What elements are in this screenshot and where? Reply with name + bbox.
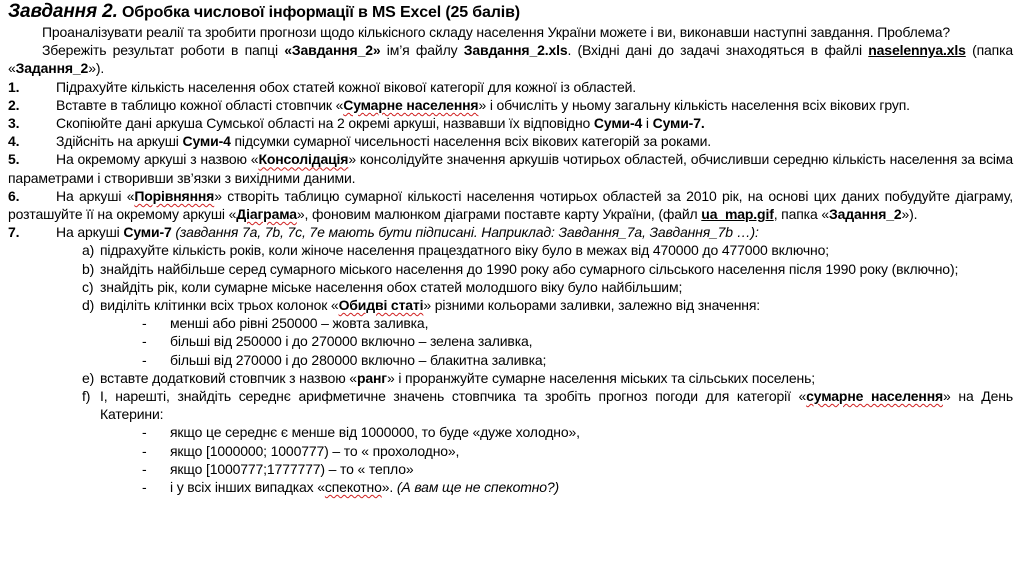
subtask-c-label: c) — [82, 278, 94, 295]
task-5-number: 5. — [8, 151, 20, 168]
subtask-b — [8, 260, 1013, 278]
save-text-5: »). — [88, 60, 105, 77]
bullet: - — [142, 479, 147, 496]
subtask-a-label: a) — [82, 242, 95, 259]
task-6-text-g: , папка « — [773, 206, 829, 223]
range-item — [8, 351, 1013, 369]
range-item — [8, 332, 1013, 350]
task-4 — [8, 132, 1013, 150]
task-6-number: 6. — [8, 187, 20, 204]
subtask-d-keyword: Обидві статі — [338, 297, 424, 314]
task-6-map-file: ua_map.gif — [701, 206, 774, 223]
save-folder: «Завдання_2» — [284, 42, 381, 59]
forecast-item-text: якщо [1000777;1777777) – то « тепло» — [170, 460, 414, 477]
task-3-sheet-2: Суми-7. — [652, 115, 705, 132]
task-7-number: 7. — [8, 224, 20, 241]
task-4-sheet: Суми-4 — [182, 133, 231, 150]
forecast-item — [8, 442, 1013, 460]
forecast-item-text: якщо це середнє є менше від 1000000, то буде «дуже холодно», — [170, 424, 580, 441]
task-6-text-e: », фоновим малюнком діаграми поставте карту України, (файл — [296, 206, 702, 223]
task-6-folder: Задання_2 — [828, 206, 902, 223]
task-3 — [8, 114, 1013, 132]
task-6-text-c: » створіть таблицю сумарної кількості населення чотирьох областей за 2010 рік, на основі цих даних побудуйте діаграму, розташуйте її на окремому аркуші « — [8, 187, 1013, 223]
task-2-keyword: Сумарне населення — [343, 96, 479, 113]
task-3-text-a: Скопіюйте дані аркуша Сумської області на 2 окремі аркуші, назвавши їх відповідно — [56, 115, 594, 132]
task-1-number: 1. — [8, 78, 20, 95]
task-6 — [8, 187, 1013, 223]
task-7-note: (завдання 7а, 7b, 7c, 7e мають бути підписані. Наприклад: Завдання_7а, Завдання_7b …): — [175, 224, 759, 241]
subtask-d-text-c: » різними кольорами заливки, залежно від значення: — [423, 297, 761, 314]
subtask-e-label: e) — [82, 369, 95, 386]
task-3-text-c: і — [642, 115, 653, 132]
forecast-last-text-c: ». — [381, 479, 397, 496]
bullet: - — [142, 351, 147, 368]
task-2 — [8, 96, 1013, 114]
range-item-text: менші або рівні 250000 – жовта заливка, — [170, 315, 429, 332]
forecast-item — [8, 423, 1013, 441]
subtask-d-label: d) — [82, 297, 95, 314]
forecast-hot-word: спекотно — [324, 479, 382, 496]
task-7 — [8, 223, 1013, 241]
save-text-4: (папка « — [8, 42, 1014, 77]
subtask-d-text-a: виділіть клітинки всіх трьох колонок « — [100, 297, 339, 314]
save-text-3: . (Вхідні дані до задачі знаходяться в файлі — [567, 42, 869, 59]
range-item-text: більші від 250000 і до 270000 включно – зелена заливка, — [170, 333, 533, 350]
subtask-e-text-c: » і проранжуйте сумарне населення міських та сільських поселень; — [386, 369, 816, 386]
intro-paragraph: Проаналізувати реалії та зробити прогнози щодо кількісного складу населення України можете і ви, виконавши наступні завдання. Проблема? — [42, 24, 951, 40]
subtask-e-keyword: ранг — [356, 369, 387, 386]
subtask-c — [8, 278, 1013, 296]
subtask-f-text — [100, 387, 1013, 423]
subtask-b-text: знайдіть найбільше серед сумарного міського населення до 1990 року або сумарного сільського населення після 1990 року (включно); — [100, 260, 959, 277]
task-3-sheet-1: Суми-4 — [593, 115, 643, 132]
task-5-sheet: Консолідація — [258, 151, 349, 168]
subtask-d-text — [100, 296, 1013, 314]
task-7-text-a: На аркуші — [56, 224, 124, 241]
input-folder: Задання_2 — [15, 60, 89, 77]
task-1-text: Підрахуйте кількість населення обох статей кожної вікової категорії для кожної із областей. — [56, 78, 637, 95]
save-paragraph — [8, 41, 1013, 77]
task-title-text: Обробка числової інформації в MS Excel (25 балів) — [122, 4, 520, 21]
task-2-text-c: » і обчисліть у ньому загальну кількість населення всіх вікових груп. — [478, 96, 910, 113]
task-5-text-a: На окремому аркуші з назвою « — [56, 151, 259, 168]
task-4-number: 4. — [8, 133, 20, 150]
task-5 — [8, 150, 1013, 186]
bullet: - — [142, 315, 147, 332]
forecast-joke: (А вам ще не спекотно?) — [396, 479, 560, 496]
subtask-f-keyword: сумарне населення — [806, 388, 944, 405]
task-title-number: Завдання 2. — [8, 1, 118, 22]
task-1 — [8, 78, 1013, 96]
bullet: - — [142, 333, 147, 350]
task-2-text-a: Вставте в таблицю кожної області стовпчик « — [56, 96, 344, 113]
bullet: - — [142, 460, 147, 477]
task-6-chart-sheet: Діаграма — [236, 206, 297, 223]
forecast-item-text — [170, 478, 559, 496]
subtask-a-text: підрахуйте кількість років, коли жіноче населення працездатного віку було в межах від 470000 до 477000 включно; — [100, 242, 829, 259]
task-6-text-i: »). — [901, 206, 918, 223]
task-3-number: 3. — [8, 115, 20, 132]
subtask-b-label: b) — [82, 260, 95, 277]
bullet: - — [142, 442, 147, 459]
range-item-text: більші від 270000 і до 280000 включно – блакитна заливка; — [170, 351, 547, 368]
bullet: - — [142, 424, 147, 441]
subtask-e-text-a: вставте додатковий стовпчик з назвою « — [100, 369, 357, 386]
subtask-c-text: знайдіть рік, коли сумарне міське населення обох статей молодшого віку було найбільшим; — [100, 278, 683, 295]
subtask-e — [8, 369, 1013, 387]
input-file: naselennya.xls — [868, 42, 966, 59]
save-file: Завдання_2.xls — [463, 42, 568, 59]
task-4-text-a: Здійсніть на аркуші — [56, 133, 183, 150]
forecast-last-text-a: і у всіх інших випадках « — [170, 479, 325, 496]
subtask-d — [8, 296, 1013, 314]
task-7-sheet: Суми-7 — [123, 224, 172, 241]
subtask-f — [8, 387, 1013, 423]
forecast-item — [8, 460, 1013, 478]
task-2-number: 2. — [8, 96, 20, 113]
subtask-f-text-c: » на День Катерини: — [100, 388, 1013, 423]
forecast-item-text: якщо [1000000; 1000777) – то « прохолодно», — [170, 442, 460, 459]
task-title — [8, 2, 1013, 22]
task-6-text-a: На аркуші « — [56, 187, 135, 204]
save-text-1: Збережіть результат роботи в папці — [42, 42, 285, 59]
save-text-2: ім’я файлу — [380, 42, 464, 59]
range-item — [8, 314, 1013, 332]
subtask-f-text-a: І, нарешті, знайдіть середнє арифметичне значень стовпчика та зробіть прогноз погоди для категорії « — [100, 388, 807, 405]
task-5-text-c: » консолідуйте значення аркушів чотирьох областей, обчисливши середню кількість населення за всіма параметрами і створивши зв’язки з вихідними даними. — [8, 151, 1014, 186]
task-4-text-c: підсумки сумарної чисельності населення всіх вікових категорій за роками. — [230, 133, 711, 150]
task-6-sheet: Порівняння — [134, 187, 215, 204]
subtask-a — [8, 241, 1013, 259]
subtask-e-text — [100, 369, 1013, 387]
forecast-item — [8, 478, 1013, 496]
subtask-f-label: f) — [82, 388, 91, 405]
